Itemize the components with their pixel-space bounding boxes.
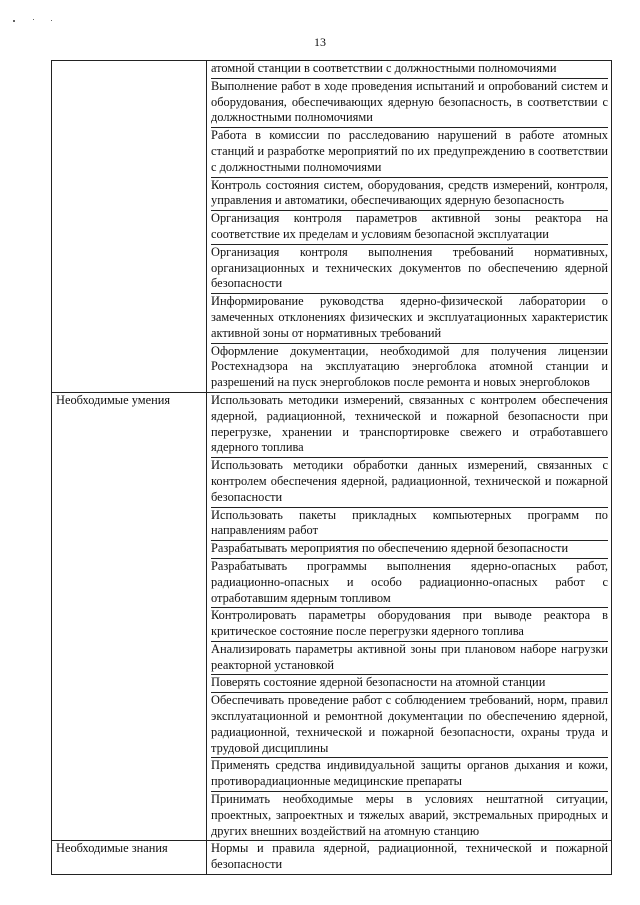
list-item: Разрабатывать мероприятия по обеспечению ядерной безопасности	[211, 540, 608, 558]
row-label: Необходимые знания	[56, 841, 168, 856]
list-item: Нормы и правила ядерной, радиационной, технической и пожарной безопасности	[211, 841, 608, 872]
list-item: Контролировать параметры оборудования при выводе реактора в критическое состояние после перегрузки ядерного топлива	[211, 607, 608, 641]
page-number: 13	[314, 35, 326, 49]
row-label-cell	[52, 841, 207, 875]
table-row	[52, 841, 612, 875]
table-row	[52, 61, 612, 393]
scan-speck	[13, 20, 15, 22]
list-item: Контроль состояния систем, оборудования, средств измерений, контроля, управления и автоматики, обеспечивающих ядерную безопасность	[211, 177, 608, 211]
list-item: Информирование руководства ядерно-физической лаборатории о замеченных отклонениях физических и эксплуатационных характеристик активной зоны от нормативных требований	[211, 293, 608, 342]
list-item: атомной станции в соответствии с должностными полномочиями	[211, 61, 557, 75]
row-content-cell	[207, 392, 612, 841]
list-item: Принимать необходимые меры в условиях нештатной ситуации, проектных, запроектных и тяжелых аварий, экстремальных природных и других внешних воздействий на атомную станцию	[211, 791, 608, 840]
list-item: Работа в комиссии по расследованию нарушений в работе атомных станций и разработке мероприятий по их предупреждению в соответствии с должностными полномочиями	[211, 127, 608, 176]
scan-speck	[33, 19, 34, 20]
list-item: Организация контроля параметров активной зоны реактора на соответствие их пределам и условиям безопасной эксплуатации	[211, 210, 608, 244]
list-item: Применять средства индивидуальной защиты органов дыхания и кожи, противорадиационные медицинские препараты	[211, 757, 608, 791]
list-item: Обеспечивать проведение работ с соблюдением требований, норм, правил эксплуатационной и ремонтной документации по обеспечению ядерной, радиационной, технической и пожарной безопасности, охраны труда и трудовой дисциплины	[211, 692, 608, 757]
row-content-cell	[207, 841, 612, 875]
row-content-cell	[207, 61, 612, 393]
list-item: Выполнение работ в ходе проведения испытаний и опробований систем и оборудования, обеспечивающих ядерную безопасность, в соответствии с должностными полномочиями	[211, 78, 608, 127]
row-label-cell	[52, 61, 207, 393]
list-item: Поверять состояние ядерной безопасности на атомной станции	[211, 674, 608, 692]
row-label: Необходимые умения	[56, 392, 171, 407]
row-label-cell	[52, 392, 207, 841]
list-item: Использовать пакеты прикладных компьютерных программ по направлениям работ	[211, 507, 608, 541]
list-item: Организация контроля выполнения требований нормативных, организационных и технических документов по обеспечению ядерной безопасности	[211, 244, 608, 293]
competency-table	[51, 60, 612, 875]
list-item: Разрабатывать программы выполнения ядерно-опасных работ, радиационно-опасных и особо радиационно-опасных работ с отработавшим ядерным топливом	[211, 558, 608, 607]
list-item: Использовать методики измерений, связанных с контролем обеспечения ядерной, радиационной, технической и пожарной безопасности при перегрузке, хранении и транспортировке свежего и отработавшего ядерного топлива	[211, 392, 608, 455]
table-row	[52, 392, 612, 841]
list-item: Анализировать параметры активной зоны при плановом наборе нагрузки реакторной установкой	[211, 641, 608, 675]
list-item: Использовать методики обработки данных измерений, связанных с контролем обеспечения ядерной, радиационной, технической и пожарной безопасности	[211, 457, 608, 506]
scan-speck	[51, 20, 52, 21]
list-item: Оформление документации, необходимой для получения лицензии Ростехнадзора на эксплуатацию энергоблока атомной станции и разрешений на пуск энергоблоков после ремонта и новых энергоблоков	[211, 343, 608, 392]
